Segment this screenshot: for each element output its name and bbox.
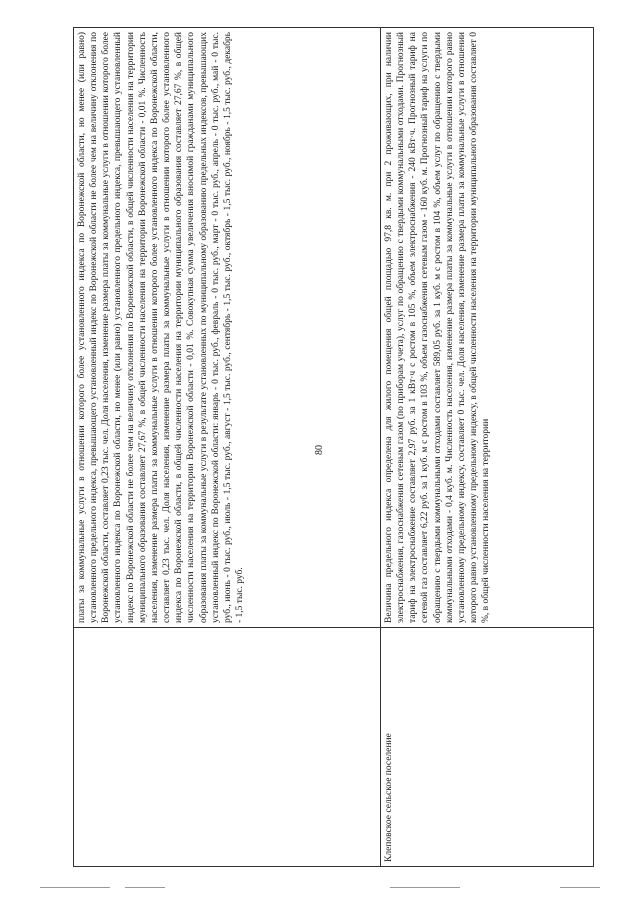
footer-rule (390, 887, 460, 888)
rotated-content (73, 27, 593, 867)
footer-rule (40, 887, 110, 888)
page-number: 80 (314, 445, 325, 455)
settlement-name-cell (74, 628, 381, 867)
footer-rule (560, 887, 600, 888)
settlement-name-cell: Клеповское сельское поселение (381, 628, 594, 867)
footer-rule (125, 887, 165, 888)
description-cell: платы за коммунальные услуги в отношении которого более установленного индекса по Воронежской области, но менее (или равно) установленного предельного индекса, превышающего установленный индекс по Воронежской области не более чем на величину отклонения по Воронежской области, составляет 0,23 тыс. чел. Доля населения, изменение размера платы за коммунальные услуги в отношении которого более установленного индекса по Воронежской области, но менее (или равно) установленного предельного индекса, превышающего установленный индекс по Воронежской области не более чем на величину отклонения по Воронежской области, в общей численности населения на территории муниципального образования составляет 27,67 %, в общей численности населения на территории Воронежской области - 0,01 %. Численность населения, изменение размера платы за коммунальные услуги в отношении которого более установленного индекса по Воронежской области, составляет 0,23 тыс. чел. Доля населения, изменение размера платы за коммунальные услуги в отношении которого более установленного индекса по Воронежской области, в общей численности населения на территории муниципального образования составляет 27,67 %, в общей численности населения на территории Воронежской области - 0,01 %. Совокупная сумма увеличения вносимой гражданами муниципального образования платы за коммунальные услуги в результате установленных по муниципальному образованию предельных индексов, превышающих установленный индекс по Воронежской области: январь - 0 тыс. руб., февраль - 0 тыс. руб., март - 0 тыс. руб., апрель - 0 тыс. руб., май - 0 тыс. руб., июнь - 0 тыс. руб., июль - 1,5 тыс. руб., август - 1,5 тыс. руб., сентябрь - 1,5 тыс. руб., октябрь - 1,5 тыс. руб., ноябрь - 1,5 тыс. руб., декабрь - 1,5 тыс. руб. (74, 28, 381, 628)
settlement-table (73, 27, 594, 867)
table-row (74, 28, 381, 867)
description-cell: Величина предельного индекса определена для жилого помещения общей площадью 97,8 кв. м. при 2 проживающих, при наличии электроснабжения, газоснабжения сетевым газом (по приборам учета), услуг по обращению с твердыми коммунальными отходами. Прогнозный тариф на электроснабжение составляет 2,97 руб. за 1 кВт·ч с ростом в 105 %, объем электроснабжения - 240 кВт·ч. Прогнозный тариф на сетевой газ составляет 6,22 руб. за 1 куб. м с ростом в 103 %, объем газоснабжения сетевым газом - 160 куб. м. Прогнозный тариф на услуги по обращению с твердыми коммунальными отходами составляет 589,05 руб. за 1 куб. м с ростом в 104 %, объем услуг по обращению с твердыми коммунальными отходами - 0,4 куб. м. Численность населения, изменение размера платы за коммунальные услуги в отношении которого равно установленному предельному индексу, составляет 0 тыс. чел. Доля населения, изменение размера платы за коммунальные услуги в отношении которого равно установленному предельному индексу, в общей численности населения на территории муниципального образования составляет 0 %, в общей численности населения на территории (381, 28, 594, 628)
table-row (381, 28, 594, 867)
